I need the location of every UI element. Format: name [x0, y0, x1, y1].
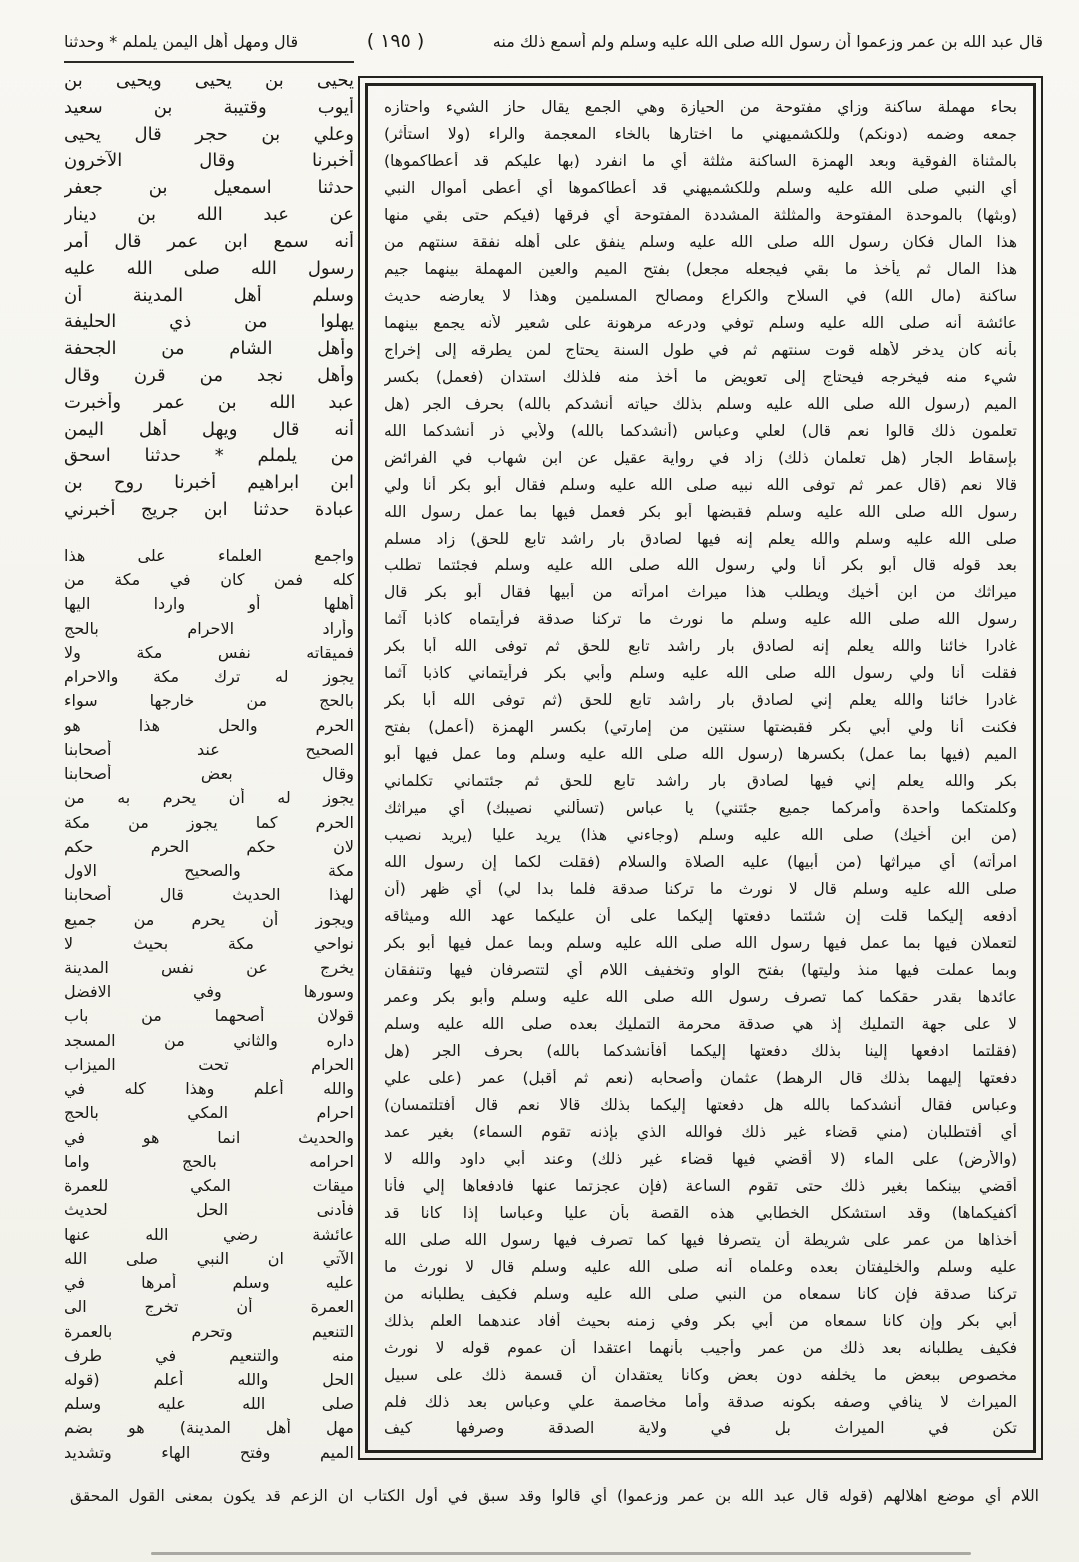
text-line: واجمع العلماء على هذا: [64, 546, 354, 565]
text-line: ميراثك من ابن أخيك ويطلب هذا ميراث امرأته من أبيها فقال أبو بكر قال: [384, 583, 1017, 602]
text-line: الحرم والحل هذا هو: [64, 715, 354, 735]
text-line: داره والثاني من المسجد: [64, 1030, 354, 1050]
text-line: بأنه كان يدخر لأهله قوت سنتهم ثم في طول السنة يحتاج لمن يطرقه إلى إخراج: [384, 340, 1017, 359]
text-line: فكيف يطلبانه بعد ذلك من عمر وأجيب بأنهما اعتقدا أن عموم قوله لا نورث: [384, 1338, 1017, 1357]
text-line: هذا المال فكان رسول الله صلى الله عليه وسلم ينفق على أهله نفقة سنتهم من: [384, 232, 1017, 251]
header-rule: [64, 61, 354, 63]
text-line: الآتي ان النبي صلى الله: [64, 1248, 354, 1268]
text-line: أي أفتطلبان (مني قضاء غير ذلك فوالله الذي بإذنه تقوم السماء) بغير عمد: [384, 1122, 1017, 1141]
text-line: نواحي مكة بحيث لا: [64, 933, 354, 953]
text-line: عليه وسلم والخليفتان بعده وعلماه أنه صلى الله عليه وسلم قال لا نورث ما: [384, 1257, 1017, 1276]
margin-commentary-section: [64, 546, 354, 1462]
text-line: الحل والله أعلم (قوله: [64, 1369, 354, 1389]
text-line: الحرم كما يجوز من مكة: [64, 812, 354, 832]
text-line: رسول الله صلى الله عليه وسلم فقبضها أبو بكر فعمل فيها بما عمل رسول الله: [384, 502, 1017, 521]
text-line: تركنا صدقة فإن كانا سمعاه من النبي صلى الله عليه وسلم فكيف يطلبانه من: [384, 1284, 1017, 1303]
text-line: عبد الله بن عمر وأخبرت: [64, 391, 354, 413]
text-line: التنعيم وتحرم بالعمرة: [64, 1321, 354, 1341]
text-line: صلى الله عليه وسلم قال لا نورث ما تركنا صدقة فلما بدا لي) أي ظهر (أن: [384, 880, 1017, 899]
text-line: العمرة أن تخرج الى: [64, 1297, 354, 1317]
text-line: عن عبد الله بن دينار: [64, 204, 354, 226]
text-line: هذا المال ثم يأخذ ما بقي فيجعله مجعل) بفتح الميم والعين المهملة بينهما جيم: [384, 259, 1017, 278]
text-line: بإسقاط الجار (هل تعلمان ذلك) زاد في رواية عقيل عن ابن شهاب في الفرائض: [384, 448, 1017, 467]
text-line: وكلمتكما واحدة وأمركما جميع جئتني) يا عباس (تسألني نصيبك) أي ميراثك: [384, 799, 1017, 818]
text-line: قالا نعم (قال عمر ثم توفى الله نبيه صلى الله عليه وسلم فقال أبو بكر أنا ولي: [384, 475, 1017, 494]
text-line: أدفعه إليكما قلت إن شئتما دفعتها إليكما على أن عليكما عهد الله وميثاقه: [384, 907, 1017, 926]
text-line: أنه سمع ابن عمر قال أمر: [64, 230, 354, 252]
text-line: ويجوز أن يحرم من جميع: [64, 909, 354, 929]
text-line: فميقاته نفس مكة ولا: [64, 642, 354, 662]
text-line: بالحج من خارجها سواء: [64, 691, 354, 711]
text-line: صلى الله عليه وسلم والله يعلم إنه فيها لصادق بار راشد تابع للحق) زاد مسلم: [384, 529, 1017, 548]
text-line: لان حكم الحرم حكم: [64, 836, 354, 856]
text-line: شيء منه فيخرجه فيحتاج إلى تعويض ما أخذ منه فلذلك استدان (فعمل) بكسر: [384, 367, 1017, 386]
text-line: عائشة رضي الله عنها: [64, 1224, 354, 1244]
text-line: رسول الله صلى الله عليه وسلم ما نورث ما تركنا صدقة فرأيتماه كاذبا آثما: [384, 610, 1017, 629]
text-line: مكة والصحيح الاول: [64, 861, 354, 881]
page-footer: اللام أي موضع اهلالهم (قوله قال عبد الله بن عمر وزعموا) أي قالوا وقد سبق في أول الكتاب ان الزعم قد يكون بمعنى القول المحقق: [70, 1487, 1039, 1505]
text-line: (والأرض) على الماء (لا أقضي فيها قضاء غير ذلك) وعند أبي داود والله لا: [384, 1149, 1017, 1168]
text-line: ميقات المكي للعمرة: [64, 1176, 354, 1196]
text-line: فأدنى الحل لحديث: [64, 1200, 354, 1220]
text-line: رسول الله صلى الله عليه: [64, 257, 354, 279]
text-line: أقضي بينكما بغير ذلك حتى تقوم الساعة (فإن عجزتما عنها فادفعاها إلي فأنا: [384, 1176, 1017, 1195]
text-line: وبما عملت فيها منذ وليتها) بفتح الواو وتخفيف اللام أي لتتصرفان فيها وتنفقان: [384, 961, 1017, 979]
text-line: قولان أصحهما من باب: [64, 1006, 354, 1026]
margin-matn-section: [64, 70, 354, 520]
text-line: حدثنا اسمعيل بن جعفر: [64, 177, 354, 199]
text-line: تكن في الميراث بل في ولاية الصدقة وصرفها كيف: [384, 1419, 1017, 1438]
text-line: عليه وسلم أمرها في: [64, 1273, 354, 1293]
text-line: بالمثناة الفوقية وبعد الهمزة الساكنة مثلثة أي ما انفرد (بها عليكم قد أعطاكموها): [384, 151, 1017, 170]
text-line: تعلمون ذلك قالوا نعم قال) لعلي وعباس (أنشدكما بالله) ولأبي ذر أنشدكما الله: [384, 421, 1017, 440]
text-line: عائدها بقدر حقكما كما تصرف رسول الله صلى الله عليه وسلم وأبو بكر وعمر: [384, 987, 1017, 1006]
text-line: أهلها أو واردا اليها: [64, 594, 354, 614]
text-line: يخرج عن نفس المدينة: [64, 957, 354, 977]
text-line: ابن ابراهيم أخبرنا روح بن: [64, 472, 354, 494]
text-line: أي النبي صلى الله عليه وسلم وللكشميهني قد أعطاكموها أي أعطى أموال النبي: [384, 178, 1017, 197]
text-line: الميم وفتح الهاء وتشديد: [64, 1442, 354, 1462]
text-line: منه والتنعيم في طرف: [64, 1345, 354, 1365]
text-line: لتعملان فيها بما عمل فيها رسول الله صلى الله عليه وسلم وبما عمل فيها أبو بكر: [384, 934, 1017, 953]
header-right-text: قال عبد الله بن عمر وزعموا أن رسول الله صلى الله عليه وسلم ولم أسمع ذلك منه: [492, 32, 1043, 51]
text-line: مخصوص ببعض ما يخلفه دون بعض وكانا يعتقدان أن قسمة ذلك على سبيل: [384, 1365, 1017, 1384]
scan-edge-line: [151, 1552, 971, 1555]
margin-column: [64, 70, 354, 1462]
text-line: أبي بكر وإن كانا سمعاه من أبي بكر وفي زمنه بحيث أفاد عندهما العلم بذلك: [384, 1311, 1017, 1330]
text-line: أكفيكماها) وقد استشكل الخطابي هذه القصة بأن عليا وعباسا إذا كانا قد: [384, 1203, 1017, 1222]
text-line: (فقلتما ادفعها إلينا بذلك دفعتها إليكما أفأنشدكما بالله) بحرف الجر (هل: [384, 1041, 1017, 1060]
text-line: يهلوا من ذي الحليفة: [64, 311, 354, 333]
margin-section-gap: [64, 520, 354, 546]
text-line: بعد قوله قال أبو بكر أنا ولي رسول الله صلى الله عليه وسلم فجئتما تطلب: [384, 556, 1017, 575]
text-line: يجوز له ترك مكة والاحرام: [64, 667, 354, 687]
text-line: ساكنة (مال الله) في السلاح والكراع ومصالح المسلمين وهذا لا يعارضه حديث: [384, 286, 1017, 305]
text-line: دفعتها إليهما بذلك قال الرهط) عثمان وأصحابه (نعم ثم أقبل) عمر (على علي: [384, 1068, 1017, 1087]
text-line: الميم (رسول الله صلى الله عليه وسلم بذلك حياته أنشدكم بالله) بحرف الجر (هل: [384, 394, 1017, 413]
text-line: احرام المكي بالحج: [64, 1103, 354, 1123]
text-line: عبادة حدثنا ابن جريج أخبرني: [64, 499, 354, 520]
text-line: بحاء مهملة ساكنة وزاي مفتوحة من الحيازة وهي الجمع يقال حاز الشيء واحتازه: [384, 98, 1017, 116]
text-line: (وبثها) بالموحدة المفتوحة والمثلثة المشددة المفتوحة أي فرقها (فيكم حتى بقي منها: [384, 205, 1017, 224]
text-line: وعباس فقال أنشدكما بالله هل دفعتها إليكما بذلك قالا نعم قال أفتلتمسان): [384, 1095, 1017, 1114]
text-line: جمعه وضمه (دونكم) وللكشميهني ما اختارها بالخاء المعجمة والراء (ولا استأثر): [384, 124, 1017, 143]
text-line: والله أعلم وهذا كله في: [64, 1079, 354, 1099]
text-line: الميراث لا ينافي وصفه بكونه صدقة وأما مخاصمة علي وعباس بعد ذلك فلم: [384, 1392, 1017, 1411]
text-line: بكر والله يعلم إني فيها لصادق بار راشد تابع للحق ثم جئتماني تكلماني: [384, 772, 1017, 791]
text-line: أيوب وقتيبة بن سعيد: [64, 96, 354, 118]
text-line: أخذاها من عمر على شريطة أن يتصرفا فيها كما تصرف فيها رسول الله صلى الله: [384, 1230, 1017, 1249]
text-line: وأهل الشام من الجحفة: [64, 338, 354, 360]
text-line: أخبرنا وقال الآخرون: [64, 150, 354, 172]
text-line: لا على جهة التمليك إذ هي صدقة محرمة التمليك بعده صلى الله عليه وسلم: [384, 1014, 1017, 1033]
page-header: [64, 30, 1043, 52]
text-line: الصحيح عند أصحابنا: [64, 739, 354, 759]
text-line: فقلت أنا ولي رسول الله صلى الله عليه وسلم وأبي بكر فرأيتماني كاذبا آثما: [384, 664, 1017, 683]
text-line: وأراد الاحرام بالحج: [64, 618, 354, 638]
text-line: يحيى بن يحيى ويحيى بن: [64, 70, 354, 91]
text-line: امرأته) أي ميراثها (من أبيها) عليه الصلاة والسلام (فقلت لكما إن رسول الله: [384, 853, 1017, 872]
text-line: احرامه بالحج واما: [64, 1151, 354, 1171]
text-line: عائشة أنه صلى الله عليه وسلم توفي ودرعه مرهونة على شعير لأنه يجمع بينهما: [384, 313, 1017, 332]
text-line: وأهل نجد من قرن وقال: [64, 364, 354, 386]
header-left-text: قال ومهل أهل اليمن يلملم * وحدثنا: [64, 32, 299, 51]
text-line: وسلم أهل المدينة أن: [64, 284, 354, 306]
page-number: ( ١٩٥ ): [366, 30, 425, 52]
main-text-frame: [358, 76, 1043, 1460]
main-text-frame-inner: [365, 83, 1036, 1453]
text-line: لهذا الحديث قال أصحابنا: [64, 885, 354, 905]
text-line: غادرا خائنا والله يعلم إنه لصادق بار راشد تابع للحق ثم توفى الله أبا بكر: [384, 637, 1017, 656]
text-line: يجوز له أن يحرم به من: [64, 788, 354, 808]
text-line: فكنت أنا ولي أبي بكر فقبضتها سنتين من إمارتي) بكسر الهمزة (أعمل) بفتح: [384, 718, 1017, 737]
text-line: غادرا خائنا والله يعلم إني لصادق بار راشد تابع للحق (ثم توفى الله أبا بكر: [384, 691, 1017, 710]
text-line: الحرام تحت الميزاب: [64, 1054, 354, 1074]
text-line: مهل أهل المدينة) هو بضم: [64, 1418, 354, 1438]
text-line: وقال بعض أصحابنا: [64, 764, 354, 784]
text-line: من يلملم * حدثنا اسحق: [64, 445, 354, 467]
text-line: كله فمن كان في مكة من: [64, 570, 354, 590]
text-line: وسورها وفي الافضل: [64, 982, 354, 1002]
text-line: والحديث انما هو في: [64, 1127, 354, 1147]
text-line: أنه قال ويهل أهل اليمن: [64, 418, 354, 440]
text-line: الميم (فيها بما عمل) بكسرها (رسول الله صلى الله عليه وسلم وما عمل فيها أبو: [384, 745, 1017, 764]
text-line: وعلي بن حجر قال يحيى: [64, 123, 354, 145]
text-line: صلى الله عليه وسلم: [64, 1394, 354, 1414]
main-text-block: [384, 98, 1017, 1438]
text-line: (من ابن أخيك) صلى الله عليه وسلم (وجاءني هذا) يريد عليا (يريد نصيب: [384, 826, 1017, 845]
